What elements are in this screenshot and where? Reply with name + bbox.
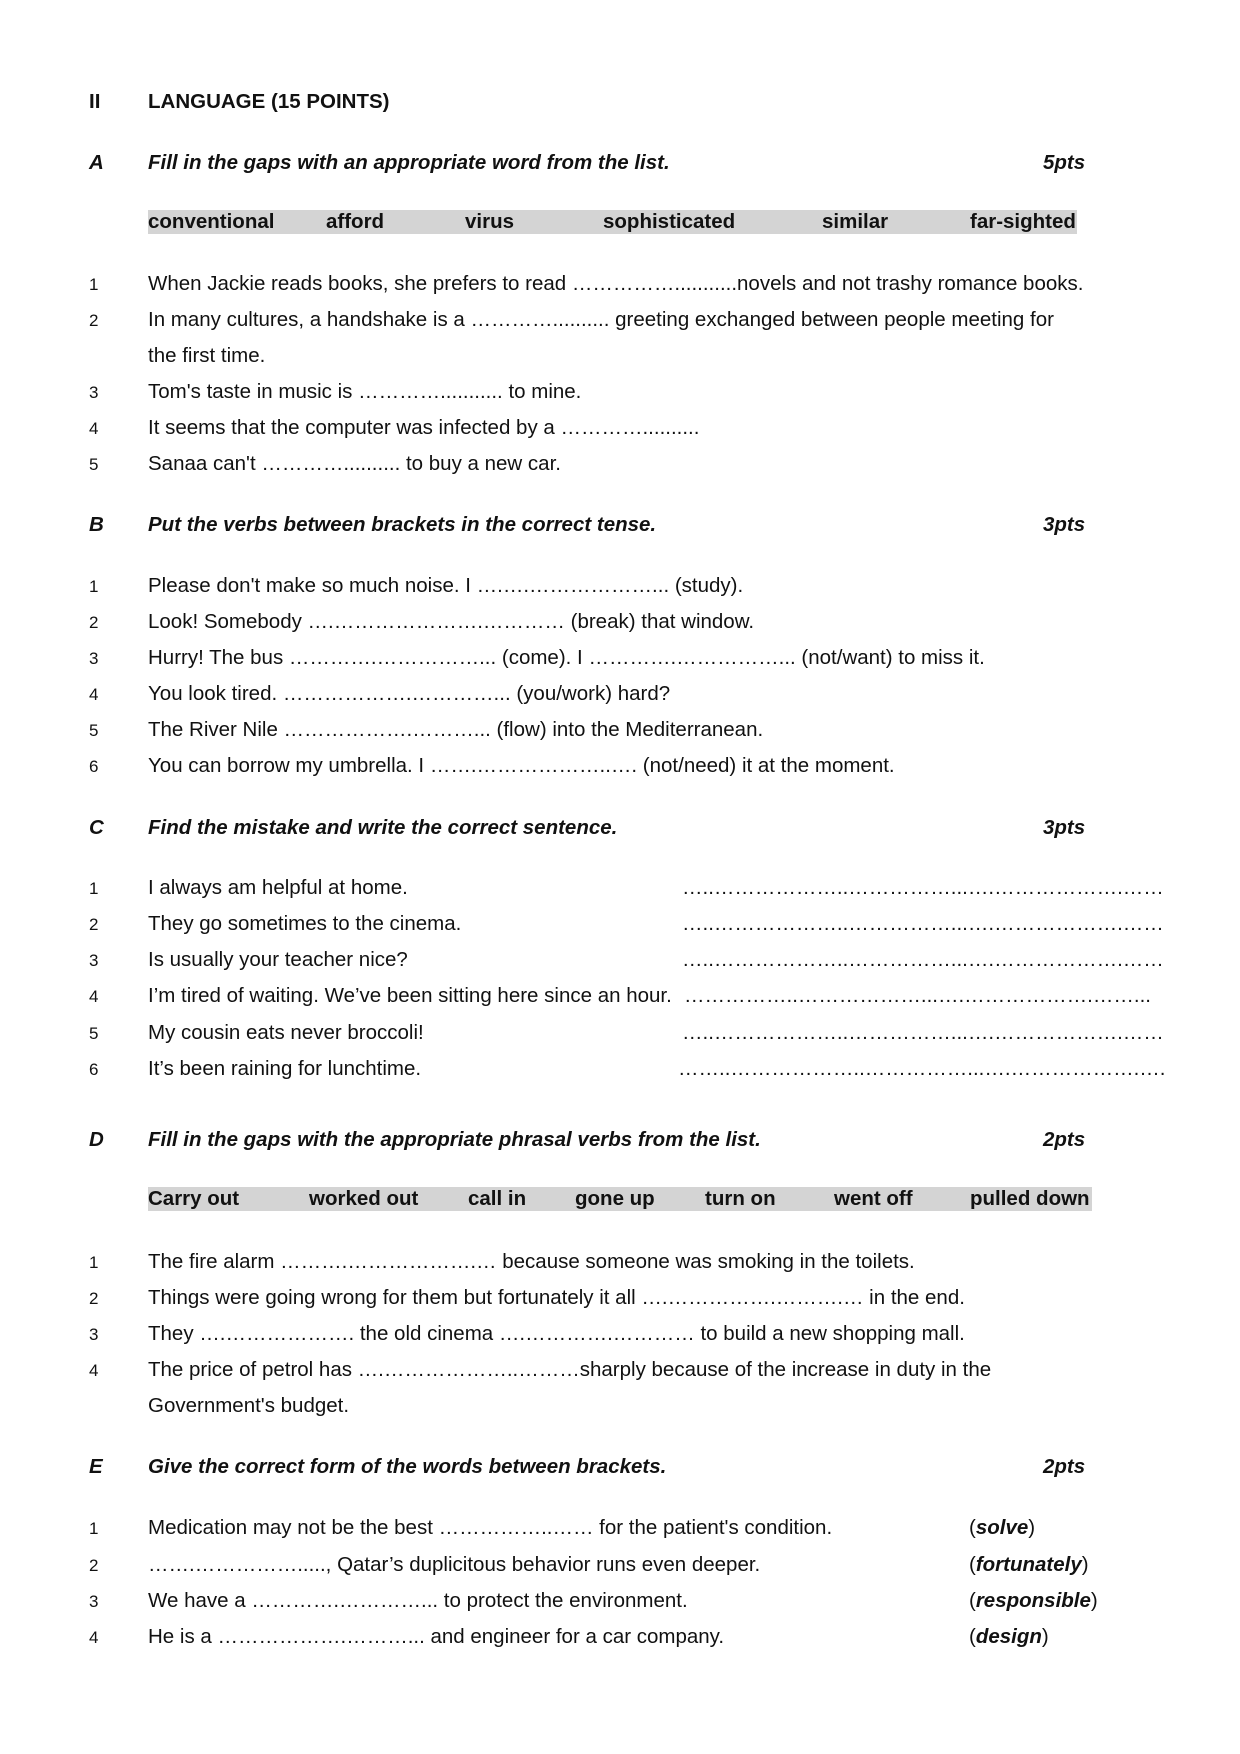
base-word: (responsible) — [969, 1589, 1098, 1612]
word-list-item: afford — [326, 210, 385, 233]
item-number: 1 — [89, 879, 99, 898]
item-text-continued: the first time. — [148, 344, 266, 367]
item-number: 2 — [89, 915, 99, 934]
item-number: 3 — [89, 1325, 99, 1344]
item-text: Sanaa can't ………….......... to buy a new car. — [148, 452, 561, 475]
item-number: 4 — [89, 1628, 99, 1647]
item-text: When Jackie reads books, she prefers to read ……………...........novels and not trashy romance books. — [148, 272, 1084, 295]
section-a-word-list — [148, 210, 1077, 234]
item-text-continued: Government's budget. — [148, 1394, 350, 1417]
answer-line: …..………………..……………...….……………….…… — [682, 1021, 1164, 1044]
word-list-item: worked out — [309, 1187, 419, 1210]
section-a-instruction: Fill in the gaps with an appropriate word from the list. — [148, 151, 670, 174]
word-list-item: call in — [468, 1187, 527, 1210]
section-d-letter: D — [89, 1128, 104, 1151]
item-text: We have a ………….…………... to protect the environment. — [148, 1589, 688, 1612]
item-number: 4 — [89, 1361, 99, 1380]
item-text: I’m tired of waiting. We’ve been sitting here since an hour. — [148, 984, 672, 1007]
item-text: They ….………………. the old cinema ….………….………… to build a new shopping mall. — [148, 1322, 965, 1345]
item-number: 3 — [89, 951, 99, 970]
word-list-item: turn on — [705, 1187, 776, 1210]
item-number: 1 — [89, 577, 99, 596]
item-text: I always am helpful at home. — [148, 876, 408, 899]
item-number: 2 — [89, 311, 99, 330]
section-a-letter: A — [89, 151, 104, 174]
item-text: …….……………....., Qatar’s duplicitous behavior runs even deeper. — [148, 1553, 761, 1576]
part-number: II — [89, 90, 101, 113]
item-text: You can borrow my umbrella. I …….………………..…. (not/need) it at the moment. — [148, 754, 895, 777]
part-title: LANGUAGE (15 POINTS) — [148, 90, 390, 113]
word-list-item: pulled down — [970, 1187, 1090, 1210]
answer-line: …..………………..……………...….……………….…… — [682, 876, 1164, 899]
item-text: The price of petrol has ….………………..………sharply because of the increase in duty in the — [148, 1358, 992, 1381]
base-word: (solve) — [969, 1516, 1036, 1539]
word-list-item: sophisticated — [603, 210, 736, 233]
item-number: 3 — [89, 1592, 99, 1611]
word-list-item: virus — [465, 210, 514, 233]
base-word: (fortunately) — [969, 1553, 1089, 1576]
section-c-instruction: Find the mistake and write the correct sentence. — [148, 816, 618, 839]
item-text: He is a ……………….………... and engineer for a car company. — [148, 1625, 725, 1648]
section-d-instruction: Fill in the gaps with the appropriate phrasal verbs from the list. — [148, 1128, 761, 1151]
item-text: Medication may not be the best ……………..…… for the patient's condition. — [148, 1516, 833, 1539]
answer-line: ……..………………..……………...….……………….…. — [678, 1057, 1166, 1080]
answer-line: ……………..………………...….……………….……... — [684, 984, 1151, 1007]
item-text: Is usually your teacher nice? — [148, 948, 408, 971]
section-d-word-list — [148, 1187, 1092, 1211]
base-word: (design) — [969, 1625, 1049, 1648]
section-b-instruction: Put the verbs between brackets in the correct tense. — [148, 513, 657, 536]
item-number: 5 — [89, 1024, 99, 1043]
item-text: It seems that the computer was infected by a ………….......... — [148, 416, 700, 439]
item-number: 2 — [89, 1556, 99, 1575]
item-number: 2 — [89, 1289, 99, 1308]
word-list-item: gone up — [575, 1187, 655, 1210]
section-b-letter: B — [89, 513, 104, 536]
section-c-points: 3pts — [1043, 816, 1086, 839]
item-number: 3 — [89, 649, 99, 668]
item-text: The fire alarm ……….……………….… because someone was smoking in the toilets. — [148, 1250, 915, 1273]
section-d-points: 2pts — [1043, 1128, 1086, 1151]
word-list-item: went off — [834, 1187, 913, 1210]
item-text: Look! Somebody ….………………….………… (break) that window. — [148, 610, 755, 633]
section-b-points: 3pts — [1043, 513, 1086, 536]
item-number: 1 — [89, 1519, 99, 1538]
section-e-points: 2pts — [1043, 1455, 1086, 1478]
section-e-instruction: Give the correct form of the words between brackets. — [148, 1455, 667, 1478]
item-text: Please don't make so much noise. I ….….………………... (study). — [148, 574, 744, 597]
word-list-item: conventional — [148, 210, 275, 233]
item-text: It’s been raining for lunchtime. — [148, 1057, 422, 1080]
item-number: 1 — [89, 275, 99, 294]
item-text: Tom's taste in music is …………........... to mine. — [148, 380, 582, 403]
item-number: 4 — [89, 419, 99, 438]
item-number: 1 — [89, 1253, 99, 1272]
section-e-letter: E — [89, 1455, 103, 1478]
item-text: My cousin eats never broccoli! — [148, 1021, 424, 1044]
item-text: The River Nile ……………….………... (flow) into the Mediterranean. — [148, 718, 764, 741]
answer-line: …..………………..……………...….……………….…… — [682, 948, 1164, 971]
item-text: In many cultures, a handshake is a ………….......... greeting exchanged between people meeting for — [148, 308, 1054, 331]
word-list-item: far-sighted — [970, 210, 1076, 233]
word-list-item: Carry out — [148, 1187, 240, 1210]
item-text: Hurry! The bus ………….……………... (come). I ………….……………... (not/want) to miss it. — [148, 646, 985, 669]
word-list-item: similar — [822, 210, 889, 233]
section-a-points: 5pts — [1043, 151, 1086, 174]
item-number: 5 — [89, 721, 99, 740]
item-text: They go sometimes to the cinema. — [148, 912, 462, 935]
item-number: 6 — [89, 1060, 99, 1079]
item-number: 2 — [89, 613, 99, 632]
item-number: 6 — [89, 757, 99, 776]
item-text: You look tired. ……………….…………... (you/work) hard? — [148, 682, 671, 705]
item-text: Things were going wrong for them but fortunately it all ….…………….……….… in the end. — [148, 1286, 965, 1309]
item-number: 4 — [89, 685, 99, 704]
answer-line: …..………………..……………...….……………….…… — [682, 912, 1164, 935]
item-number: 4 — [89, 987, 99, 1006]
item-number: 3 — [89, 383, 99, 402]
item-number: 5 — [89, 455, 99, 474]
section-c-letter: C — [89, 816, 104, 839]
